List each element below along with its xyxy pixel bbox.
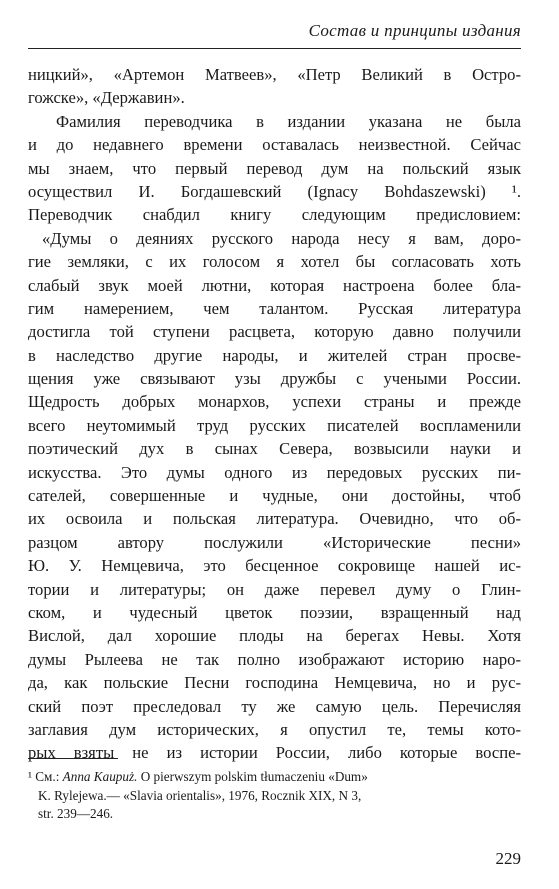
body-line: сателей, совершенные и чудные, они достойны, чтоб	[28, 486, 521, 506]
body-line: поэтический дух в сынах Севера, возвысили науки и	[28, 439, 521, 459]
body-line: гим намерением, чем талантом. Русская литература	[28, 298, 521, 318]
body-line: достигла той ступени расцвета, которую давно получили	[28, 322, 521, 342]
body-line: Щедрость добрых монархов, успехи страны и прежде	[28, 392, 521, 412]
footnote-line: K. Rylejewa.— «Slavia orientalis», 1976, Rocznik XIX, N 3,	[38, 787, 362, 803]
body-line: да, как польские Песни господина Немцевича, но и рус-	[28, 673, 521, 693]
body-line: ском, и чудесный цветок поэзии, взращенный над	[28, 602, 521, 622]
footnotes	[28, 768, 521, 824]
footnote-marker: ¹	[28, 769, 32, 784]
footnote-line: str. 239—246.	[38, 806, 114, 822]
body-line: разцом автору послужили «Исторические песни»	[28, 532, 521, 552]
header-rule	[28, 48, 521, 49]
running-head: Состав и принципы издания	[308, 21, 521, 40]
body-line: Вислой, дал хорошие плоды на берегах Невы. Хотя	[28, 626, 521, 646]
body-line: Ю. У. Немцевича, это бесценное сокровище нашей ис-	[28, 556, 521, 576]
body-line: рых взяты не из истории России, либо которые воспе-	[28, 743, 521, 763]
footnote-line	[28, 768, 521, 787]
body-line: думы Рылеева не так полно изображают историю наро-	[28, 649, 521, 669]
body-line: щения уже связывают узы дружбы с учеными России.	[28, 369, 521, 389]
body-line: осуществил И. Богдашевский (Ignacy Bohdaszewski) ¹.	[28, 181, 521, 201]
body-line: их освоила и польская литература. Очевидно, что об-	[28, 509, 521, 529]
body-line: тории и литературы; он даже перевел думу о Глин-	[28, 579, 521, 599]
body-line: и до недавнего времени оставалась неизвестной. Сейчас	[28, 135, 521, 155]
body-line: гие земляки, с их голосом я хотел бы согласовать хоть	[28, 252, 521, 272]
footnote-prefix: См.:	[35, 769, 60, 784]
body-line: всего неутомимый труд русских писателей воспламенили	[28, 415, 521, 435]
body-line: слабый звук моей лютни, которая настроена более бла-	[28, 275, 521, 295]
body-line: мы знаем, что первый перевод дум на польский язык	[28, 158, 521, 178]
body-line: в наследство другие народы, и жителей стран просве-	[28, 345, 521, 365]
footnote-rule	[28, 758, 118, 759]
body-line: гожске», «Державин».	[28, 88, 185, 108]
body-line: Фамилия переводчика в издании указана не была	[56, 111, 521, 131]
body-line: «Думы о деяниях русского народа несу я вам, доро-	[42, 228, 521, 248]
page-number: 229	[495, 849, 521, 868]
footnote-text: O pierwszym polskim tłumaczeniu «Dum»	[140, 769, 368, 784]
body-line: искусства. Это думы одного из передовых русских пи-	[28, 462, 521, 482]
body-line: ский поэт преследовал ту же самую цель. Перечисляя	[28, 696, 521, 716]
body-line: ницкий», «Артемон Матвеев», «Петр Великий в Остро-	[28, 65, 521, 84]
body-line: заглавия дум исторических, я опустил те, темы кото-	[28, 719, 521, 739]
body-line: Переводчик снабдил книгу следующим предисловием:	[28, 205, 521, 225]
body-text	[28, 63, 521, 765]
footnote-author: Anna Kaupuż.	[62, 769, 138, 784]
